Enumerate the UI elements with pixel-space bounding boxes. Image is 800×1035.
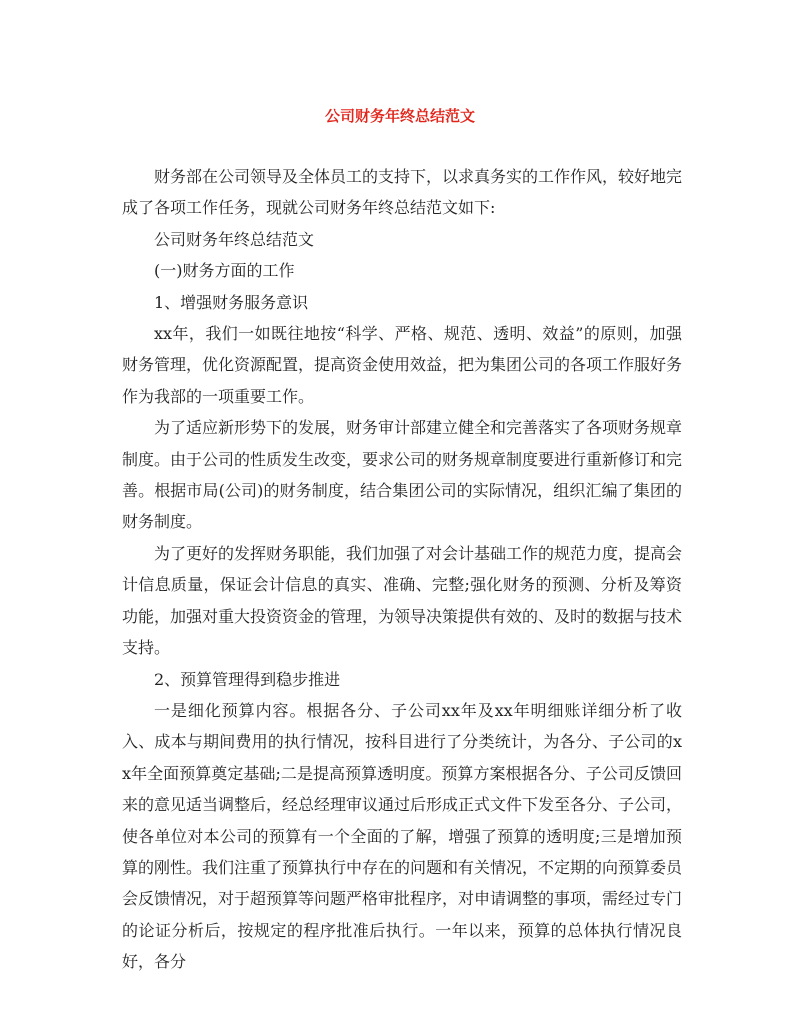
intro-paragraph: 财务部在公司领导及全体员工的支持下，以求真务实的工作作风，较好地完成了各项工作任务，现就公司财务年终总结范文如下: <box>122 167 683 218</box>
document-title: 公司财务年终总结范文 <box>324 107 475 125</box>
item-heading-service: 1、增强财务服务意识 <box>154 292 309 312</box>
section-heading: 公司财务年终总结范文 <box>154 229 315 249</box>
item-heading-budget: 2、预算管理得到稳步推进 <box>154 669 341 689</box>
paragraph-accounting: 为了更好的发挥财务职能，我们加强了对会计基础工作的规范力度，提高会计信息质量，保证会计信息的真实、准确、完整;强化财务的预测、分析及筹资功能，加强对重大投资资金的管理，为领导决策提供有效的、及时的数据与技术支持。 <box>122 543 683 658</box>
paragraph-budget-details: 一是细化预算内容。根据各分、子公司xx年及xx年明细账详细分析了收入、成本与期间费用的执行情况，按科目进行了分类统计，为各分、子公司的xx年全面预算奠定基础;二是提高预算透明度。预算方案根据各分、子公司反馈回来的意见适当调整后，经总经理审议通过后形成正式文件下发至各分、子公司，使各单位对本公司的预算有一个全面的了解，增强了预算的透明度;三是增加预算的刚性。我们注重了预算执行中存在的问题和有关情况，不定期的向预算委员会反馈情况，对于超预算等问题严格审批程序，对申请调整的事项，需经过专门的论证分析后，按规定的程序批准后执行。一年以来，预算的总体执行情况良好，各分 <box>122 700 683 972</box>
document-body <box>122 161 682 978</box>
subsection-heading-finance: (一)财务方面的工作 <box>154 261 295 281</box>
paragraph-principles: xx年，我们一如既往地按“科学、严格、规范、透明、效益”的原则，加强财务管理，优化资源配置，提高资金使用效益，把为集团公司的各项工作服好务作为我部的一项重要工作。 <box>122 324 683 406</box>
paragraph-regulations: 为了适应新形势下的发展，财务审计部建立健全和完善落实了各项财务规章制度。由于公司的性质发生改变，要求公司的财务规章制度要进行重新修订和完善。根据市局(公司)的财务制度，结合集团公司的实际情况，组织汇编了集团的财务制度。 <box>122 418 683 532</box>
